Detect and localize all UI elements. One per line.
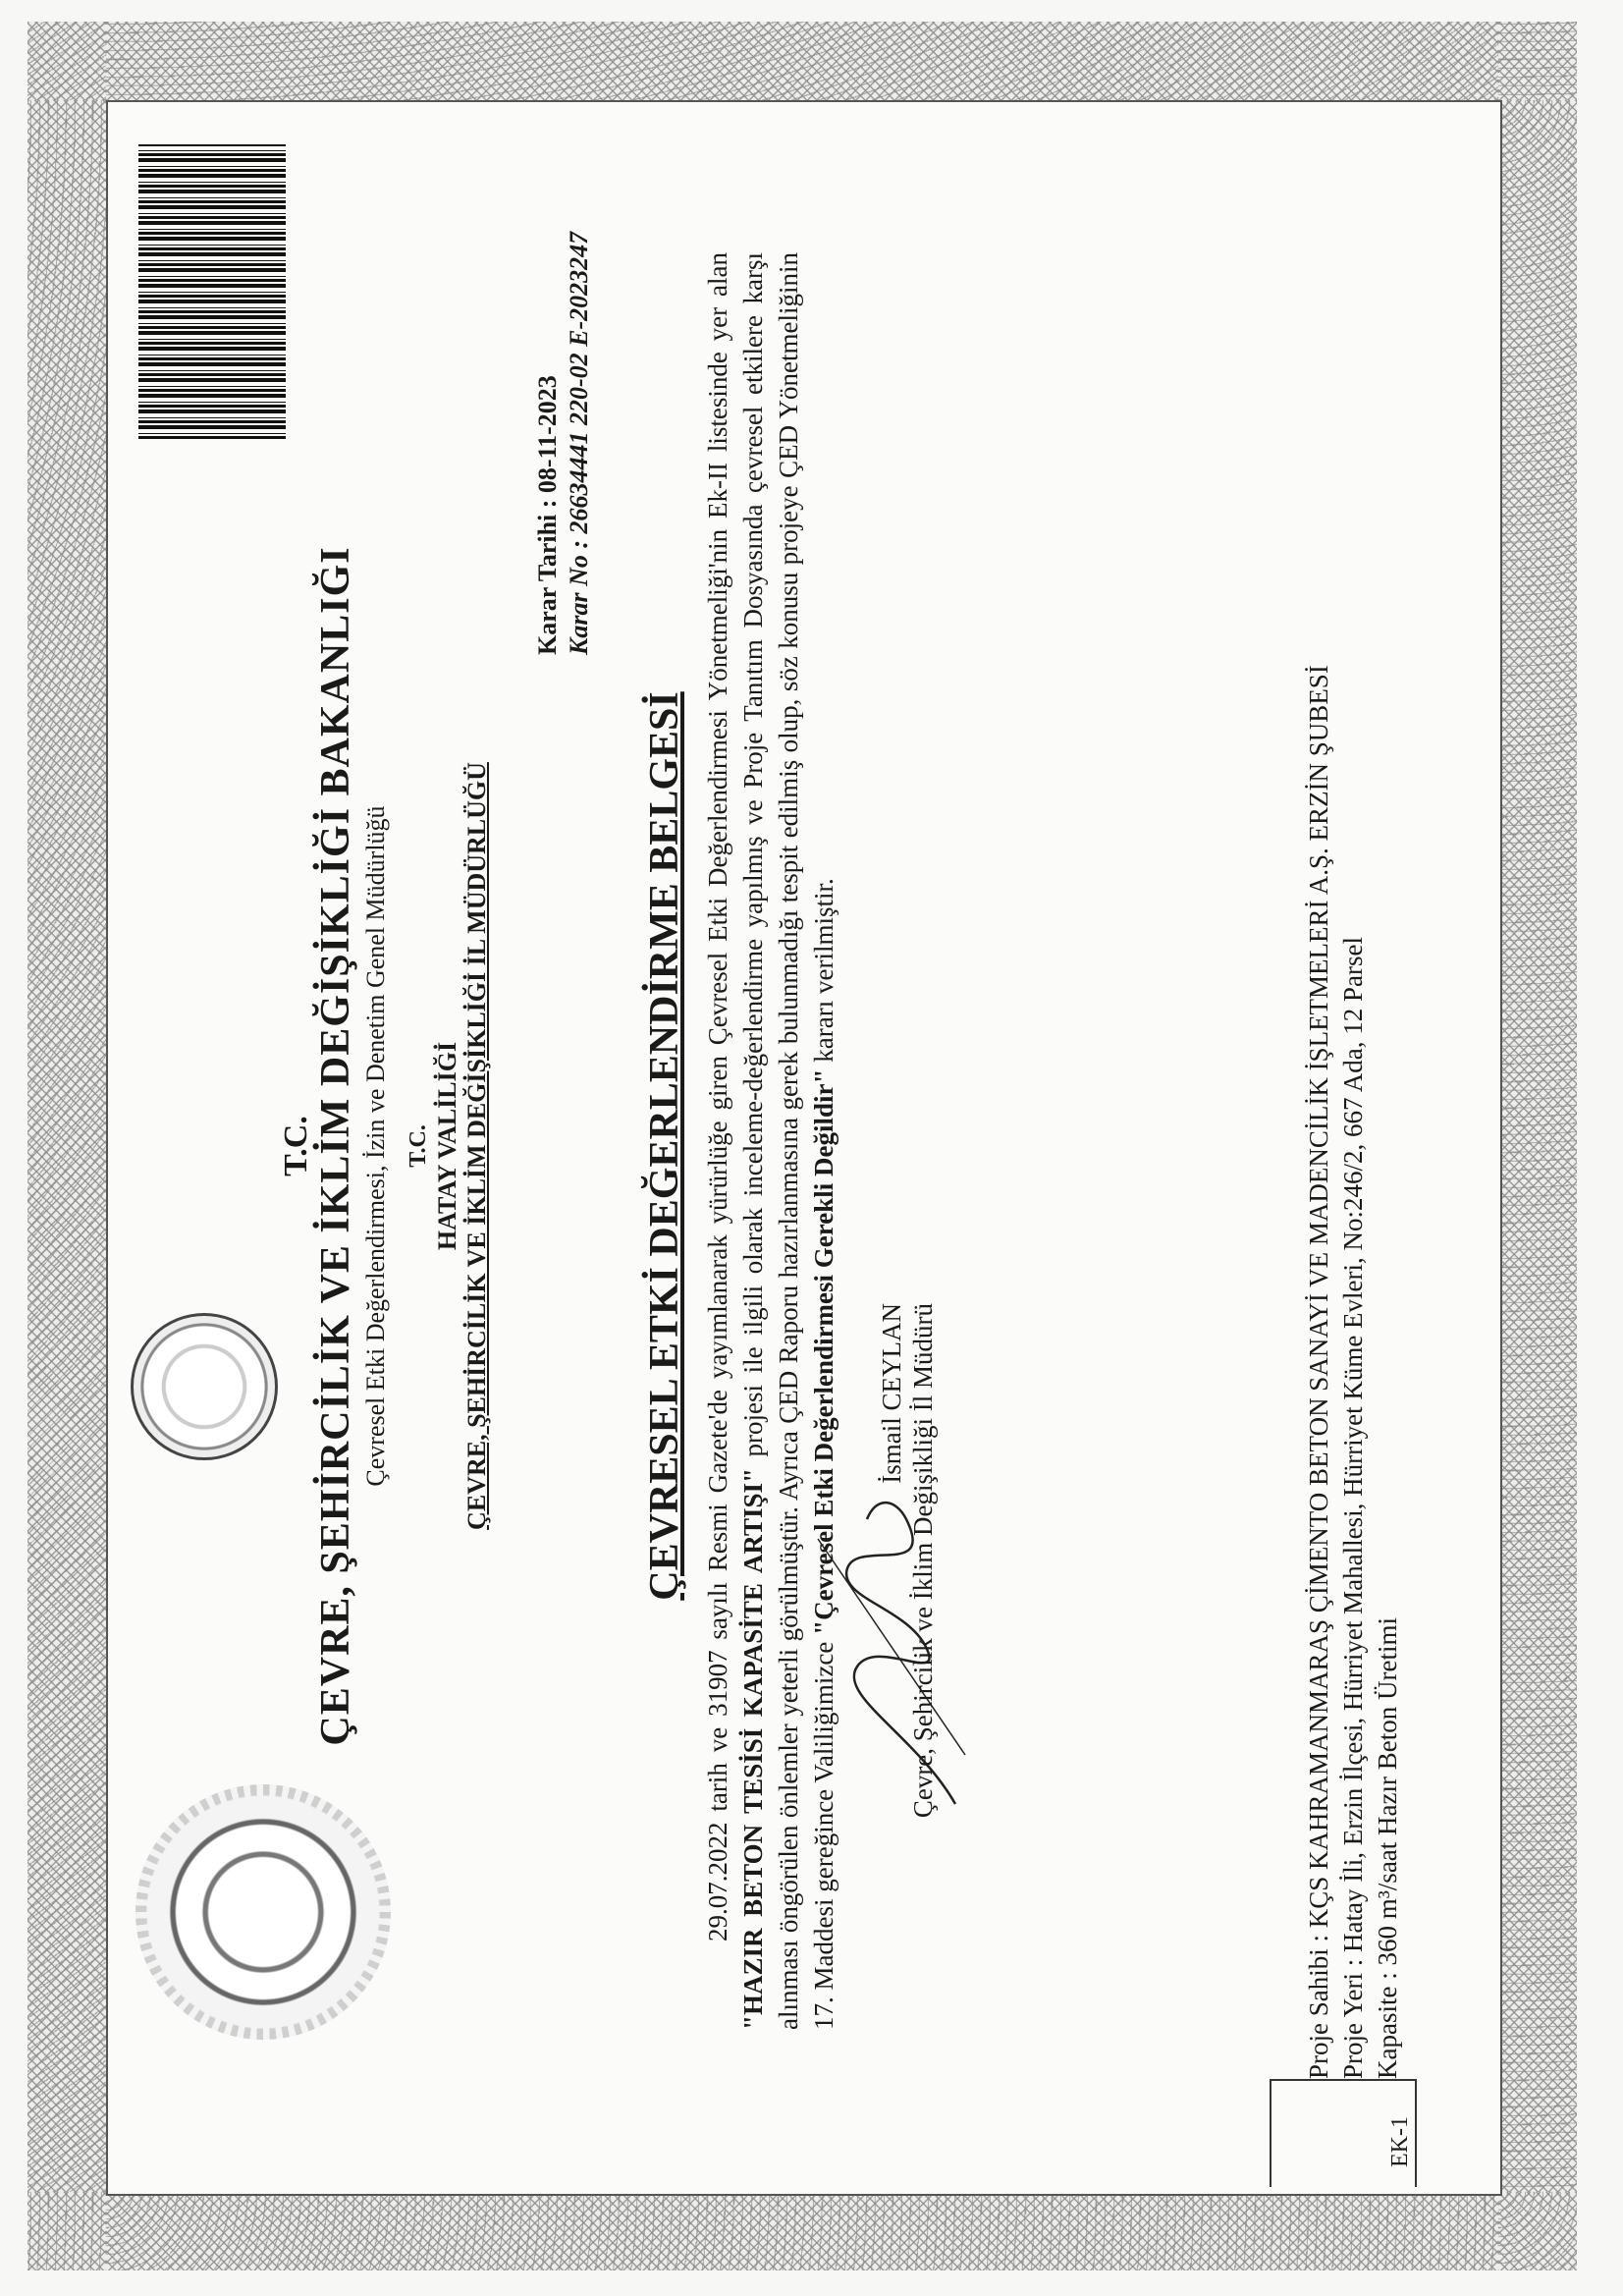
governorship-name: HATAY VALİLİĞİ [433, 1041, 461, 1251]
project-location: Proje Yeri : Hatay İli, Erzin İlçesi, Hürriyet Mahallesi, Hürriyet Küme Evleri, No:246/2, 667 Ada, 12 Parsel [1338, 936, 1368, 2079]
signer-name: İsmail CEYLAN [877, 1303, 906, 1484]
annex-label: EK-1 [1387, 2116, 1413, 2167]
body-part3: kararı verilmiştir. [809, 878, 839, 1069]
ministry-name: ÇEVRE, ŞEHİRCİLİK VE İKLİM DEĞİŞİKLİĞİ BAKANLIĞI [313, 546, 358, 1746]
decision-text: "Çevresel Etki Değerlendirmesi Gerekli Değildir" [809, 1068, 839, 1635]
decision-number: Karar No : 26634441 220-02 E-2023247 [565, 231, 593, 655]
project-capacity: Kapasite : 360 m³/saat Hazır Beton Üretimi [1373, 1617, 1402, 2079]
header-tc-small: T.C. [406, 1124, 431, 1168]
header-tc: T.C. [278, 1116, 314, 1176]
signer-title: Çevre, Şehircilik ve İklim Değişikliği İl Müdürü [908, 1303, 938, 1819]
document-title: ÇEVRESEL ETKİ DEĞERLENDİRME BELGESİ [642, 691, 687, 1601]
general-directorate: Çevresel Etki Değerlendirmesi, İzin ve Denetim Genel Müdürlüğü [361, 805, 390, 1487]
certificate-content [111, 105, 1495, 2187]
body-part1: 29.07.2022 tarih ve 31907 sayılı Resmi Gazete'de yayımlanarak yürürlüğe giren Çevresel Etki Değerlendirmesi Yönetmeliği'nin Ek-II listesinde yer alan [703, 252, 732, 1941]
barcode [138, 144, 286, 439]
body-part2: projesi ile ilgili olarak inceleme-değerlendirme yapılmış ve Proje Tanıtım Dosyasında çevresel etkilere karşı alınması öngörülen önlemler yeterli görülmüştür. Ayrıca ÇED Raporu hazırlanmasına gerek bulunmadığı tespit edilmiş olup, söz konusu projeye ÇED Yönetmeliğinin 17. Maddesi gereğince Valiliğimizce [738, 252, 839, 2030]
decision-date: Karar Tarihi : 08-11-2023 [533, 375, 562, 655]
project-owner: Proje Sahibi : KÇS KAHRAMANMARAŞ ÇİMENTO BETON SANAYİ VE MADENCİLİK İŞLETMELERİ A.Ş. ERZİN ŞUBESİ [1304, 665, 1333, 2079]
ministry-emblem-seal [131, 1313, 278, 1460]
project-name: "HAZIR BETON TESİSİ KAPASİTE ARTIŞI" [738, 1468, 768, 2030]
provincial-directorate: ÇEVRE, ŞEHİRCİLİK VE İKLİM DEĞİŞİKLİĞİ İL MÜDÜRLÜĞÜ [462, 762, 491, 1530]
